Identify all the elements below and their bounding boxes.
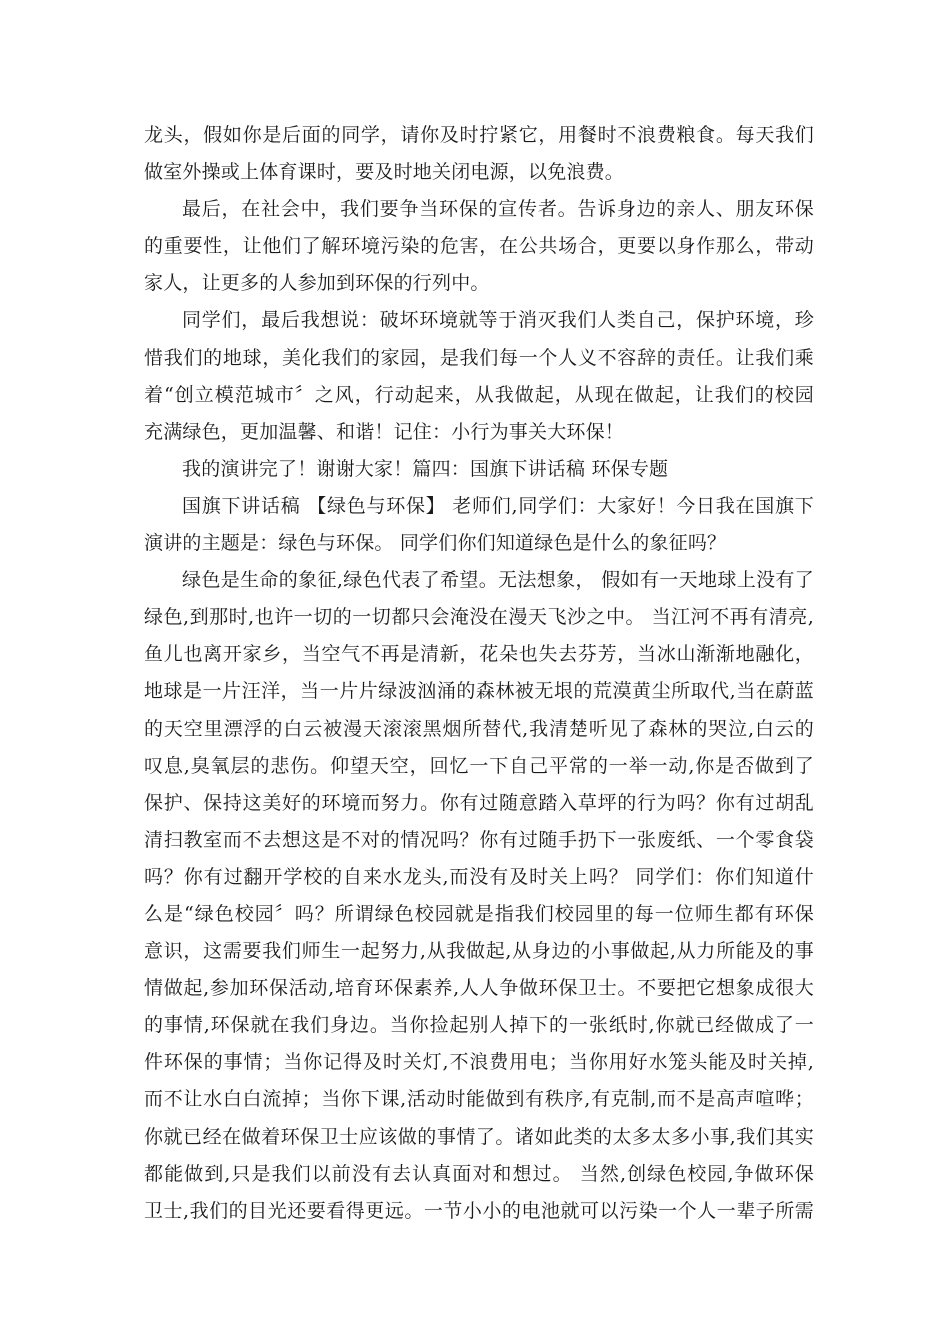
text-line: 着“创立模范城市〞之风，行动起来，从我做起，从现在做起，让我们的校园: [144, 383, 814, 406]
text-line: 最后，在社会中，我们要争当环保的宣传者。告诉身边的亲人、朋友环保: [182, 198, 814, 221]
text-line: 惜我们的地球，美化我们的家园，是我们每一个人义不容辞的责任。让我们乘: [144, 346, 814, 369]
text-line: 都能做到,只是我们以前没有去认真面对和想过。 当然,创绿色校园,争做环保: [144, 1162, 814, 1185]
text-line: 叹息,臭氧层的悲伤。仰望天空，回忆一下自己平常的一举一动,你是否做到了: [144, 754, 814, 777]
text-line: 国旗下讲话稿 【绿色与环保】 老师们,同学们：大家好！今日我在国旗下: [182, 494, 814, 517]
text-line: 充满绿色，更加温馨、和谐！记住：小行为事关大环保！: [144, 420, 625, 443]
text-line: 同学们，最后我想说：破坏环境就等于消灭我们人类自己，保护环境，珍: [182, 309, 814, 332]
text-line: 的重要性，让他们了解环境污染的危害，在公共场合，更要以身作那么，带动: [144, 235, 814, 258]
text-line: 保护、保持这美好的环境而努力。你有过随意踏入草坪的行为吗？你有过胡乱: [144, 791, 814, 814]
text-line: 么是“绿色校园〞吗？所谓绿色校园就是指我们校园里的每一位师生都有环保: [144, 902, 814, 925]
text-line: 地球是一片汪洋，当一片片绿波汹涌的森林被无垠的荒漠黄尘所取代,当在蔚蓝: [144, 680, 814, 703]
text-line: 龙头，假如你是后面的同学，请你及时拧紧它，用餐时不浪费粮食。每天我们: [144, 124, 814, 146]
text-line: 吗？你有过翻开学校的自来水龙头,而没有及时关上吗？ 同学们：你们知道什: [144, 865, 814, 888]
text-line: 清扫教室而不去想这是不对的情况吗？你有过随手扔下一张废纸、一个零食袋: [144, 828, 814, 851]
text-line: 件环保的事情；当你记得及时关灯,不浪费用电；当你用好水笼头能及时关掉,: [144, 1051, 814, 1074]
text-line: 的事情,环保就在我们身边。当你捡起别人掉下的一张纸时,你就已经做成了一: [144, 1014, 814, 1037]
text-line: 卫士,我们的目光还要看得更远。一节小小的电池就可以污染一个人一辈子所需: [144, 1199, 814, 1222]
text-line: 我的演讲完了！谢谢大家！篇四：国旗下讲话稿 环保专题: [182, 457, 669, 480]
text-line: 鱼儿也离开家乡，当空气不再是清新，花朵也失去芬芳，当冰山渐渐地融化，: [144, 643, 814, 666]
text-line: 情做起,参加环保活动,培育环保素养,人人争做环保卫士。不要把它想象成很大: [144, 977, 814, 1000]
text-line: 绿色,到那时,也许一切的一切都只会淹没在漫天飞沙之中。 当江河不再有清亮,: [144, 606, 814, 629]
text-line: 家人，让更多的人参加到环保的行列中。: [144, 272, 490, 295]
text-line: 的天空里漂浮的白云被漫天滚滚黑烟所替代,我清楚听见了森林的哭泣,白云的: [144, 717, 814, 740]
text-line: 而不让水白白流掉；当你下课,活动时能做到有秩序,有克制,而不是高声喧哗；: [144, 1088, 814, 1111]
text-line: 演讲的主题是：绿色与环保。 同学们你们知道绿色是什么的象征吗？: [144, 532, 727, 555]
text-line: 绿色是生命的象征,绿色代表了希望。无法想象， 假如有一天地球上没有了: [182, 569, 814, 592]
text-line: 你就已经在做着环保卫士应该做的事情了。诸如此类的太多太多小事,我们其实: [144, 1125, 814, 1148]
document-body: [144, 117, 814, 1230]
text-line: 做室外操或上体育课时，要及时地关闭电源，以免浪费。: [144, 161, 625, 184]
text-line: 意识，这需要我们师生一起努力,从我做起,从身边的小事做起,从力所能及的事: [144, 940, 814, 963]
